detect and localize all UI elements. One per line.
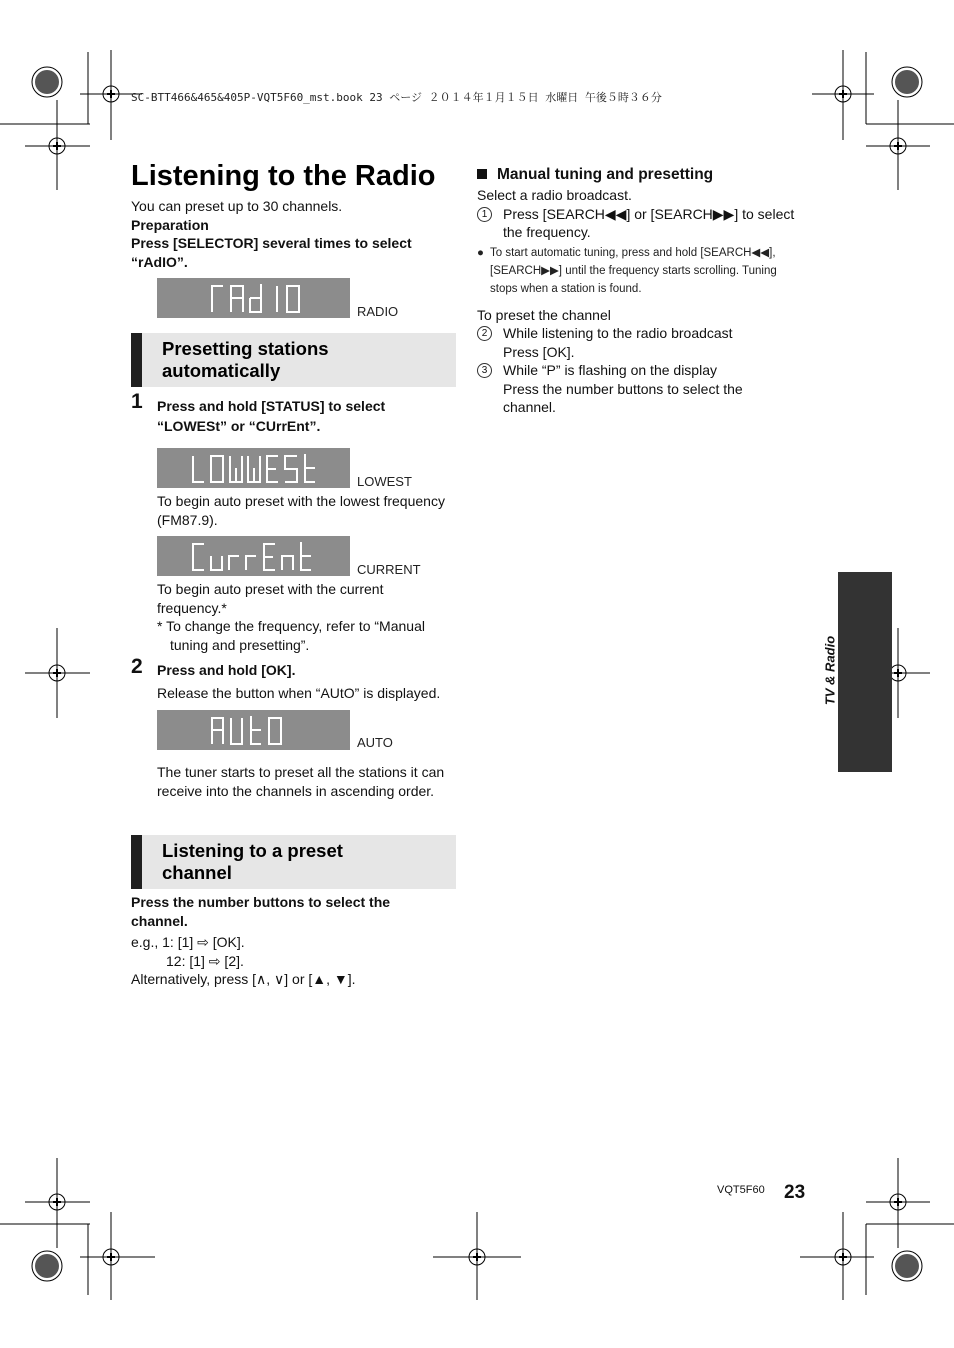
square-bullet-icon xyxy=(477,169,487,179)
manual-heading-row xyxy=(477,165,797,185)
step-circle-3: 3 xyxy=(477,363,492,378)
lcd-auto-graphic xyxy=(157,710,350,750)
step2-instruction: Press and hold [OK]. xyxy=(157,662,296,678)
step2-release: Release the button when “AUtO” is displayed. xyxy=(157,685,441,701)
preset-channel-instruction: Press the number buttons to select the channel. xyxy=(131,894,391,929)
manual-step2 xyxy=(477,324,797,361)
step-number-1: 1 xyxy=(131,390,143,413)
section-heading-presetting-line2: automatically xyxy=(162,360,281,381)
lcd-display-radio xyxy=(157,278,350,318)
page-number: 23 xyxy=(784,1182,806,1203)
step1-instruction: Press and hold [STATUS] to select “LOWESt” or “CUrrEnt”. xyxy=(157,398,386,434)
section-heading-preset-line1: Listening to a preset xyxy=(162,840,343,861)
lcd-caption-current: CURRENT xyxy=(357,562,421,577)
manual-step3 xyxy=(477,361,797,417)
section-heading-preset-line2: channel xyxy=(162,862,232,883)
section-heading-presetting-line1: Presetting stations xyxy=(162,338,329,359)
footnote: * To change the frequency, refer to “Manual tuning and presetting”. xyxy=(157,618,425,653)
manual-step1 xyxy=(477,205,797,242)
side-tab xyxy=(838,572,892,772)
example-2: 12: [1] ⇨ [2]. xyxy=(166,953,244,969)
manual-intro: Select a radio broadcast. xyxy=(477,187,632,203)
lcd-current-graphic xyxy=(157,536,350,576)
lcd-radio-graphic xyxy=(157,278,350,318)
print-header: SC-BTT466&465&405P-VQT5F60_mst.book 23 ページ ２０１４年１月１５日 水曜日 午後５時３６分 xyxy=(131,91,662,104)
lcd-caption-auto: AUTO xyxy=(357,735,393,750)
footer-code: VQT5F60 xyxy=(717,1184,765,1196)
preparation-text: Press [SELECTOR] several times to select “rAdIO”. xyxy=(131,235,412,270)
manual-step2-line2: Press [OK]. xyxy=(503,343,575,360)
manual-bullet-text: To start automatic tuning, press and hold [SEARCH◀◀], [SEARCH▶▶] until the frequency starts scrolling. Tuning stops when a station is found. xyxy=(490,246,777,295)
section-heading-presetting xyxy=(131,333,456,387)
step-number-2: 2 xyxy=(131,655,143,678)
lowest-description: To begin auto preset with the lowest frequency (FM87.9). xyxy=(157,493,445,528)
alternative-text: Alternatively, press [∧, ∨] or [▲, ▼]. xyxy=(131,971,356,987)
step-circle-1: 1 xyxy=(477,207,492,222)
manual-step2-line1: While listening to the radio broadcast xyxy=(503,325,733,341)
manual-step3-line2: Press the number buttons to select the channel. xyxy=(503,380,743,415)
manual-step3-line1: While “P” is flashing on the display xyxy=(503,362,717,378)
section-heading-preset-channel xyxy=(131,835,456,889)
lcd-caption-lowest: LOWEST xyxy=(357,474,412,489)
manual-bullet xyxy=(477,244,797,298)
example-1: e.g., 1: [1] ⇨ [OK]. xyxy=(131,934,245,950)
page-title: Listening to the Radio xyxy=(131,160,436,192)
lcd-display-auto xyxy=(157,710,350,750)
side-tab-label: TV & Radio xyxy=(822,635,838,706)
preset-label: To preset the channel xyxy=(477,306,611,323)
manual-tuning-section xyxy=(477,165,797,417)
preparation-label: Preparation xyxy=(131,216,209,233)
manual-heading: Manual tuning and presetting xyxy=(497,166,714,183)
lcd-lowest-graphic xyxy=(157,448,350,488)
lcd-caption-radio: RADIO xyxy=(357,304,399,319)
current-description: To begin auto preset with the current frequency.* xyxy=(157,581,384,616)
intro-block xyxy=(131,197,461,271)
intro-text: You can preset up to 30 channels. xyxy=(131,198,343,214)
auto-description: The tuner starts to preset all the stations it can receive into the channels in ascending order. xyxy=(157,764,445,799)
manual-step1-text: Press [SEARCH◀◀] or [SEARCH▶▶] to select the frequency. xyxy=(503,205,795,240)
step-circle-2: 2 xyxy=(477,326,492,341)
lcd-display-lowest xyxy=(157,448,350,488)
bullet-dot-icon: ● xyxy=(477,246,484,259)
lcd-display-current xyxy=(157,536,350,576)
